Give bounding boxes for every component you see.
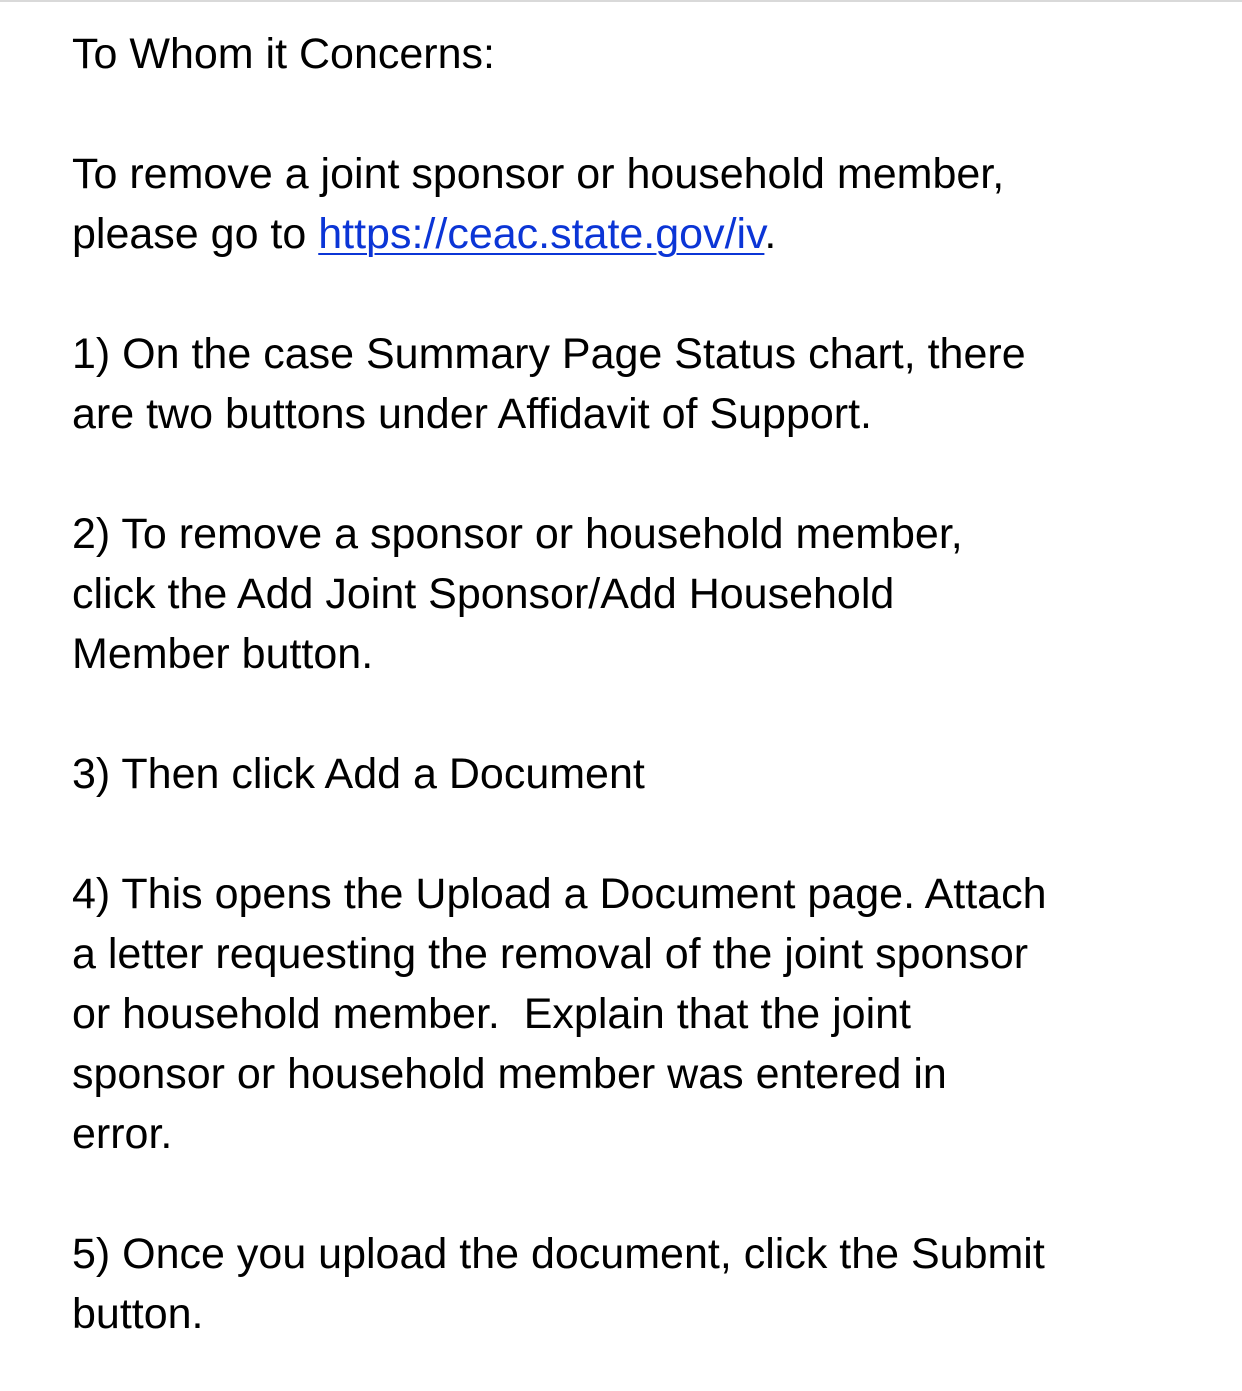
step-2 — [72, 504, 1182, 684]
step-3-line-1: 3) Then click Add a Document — [72, 750, 645, 798]
step-5-line-2: button. — [72, 1290, 204, 1338]
ceac-link[interactable]: https://ceac.state.gov/iv — [318, 210, 765, 258]
step-4-line-1: 4) This opens the Upload a Document page. Attach — [72, 870, 1047, 918]
step-2-line-2: click the Add Joint Sponsor/Add Household — [72, 570, 895, 618]
step-1 — [72, 324, 1182, 444]
step-3 — [72, 744, 1182, 804]
step-5-line-1: 5) Once you upload the document, click the Submit — [72, 1230, 1045, 1278]
step-4-line-5: error. — [72, 1110, 173, 1158]
intro-line-2-prefix: please go to — [72, 210, 319, 258]
step-2-line-1: 2) To remove a sponsor or household member, — [72, 510, 963, 558]
message-body — [72, 24, 1182, 1344]
intro-line-1: To remove a joint sponsor or household member, — [72, 150, 1005, 198]
step-4 — [72, 864, 1182, 1164]
step-1-line-1: 1) On the case Summary Page Status chart, there — [72, 330, 1026, 378]
step-4-line-2: a letter requesting the removal of the joint sponsor — [72, 930, 1029, 978]
step-1-line-2: are two buttons under Affidavit of Support. — [72, 390, 872, 438]
step-4-line-4: sponsor or household member was entered in — [72, 1050, 947, 1098]
intro-line-2-suffix: . — [764, 210, 777, 258]
intro-paragraph — [72, 144, 1182, 264]
step-4-line-3: or household member. Explain that the joint — [72, 990, 912, 1038]
step-2-line-3: Member button. — [72, 630, 374, 678]
greeting: To Whom it Concerns: — [72, 30, 495, 78]
top-divider — [0, 0, 1242, 2]
step-5 — [72, 1224, 1182, 1344]
